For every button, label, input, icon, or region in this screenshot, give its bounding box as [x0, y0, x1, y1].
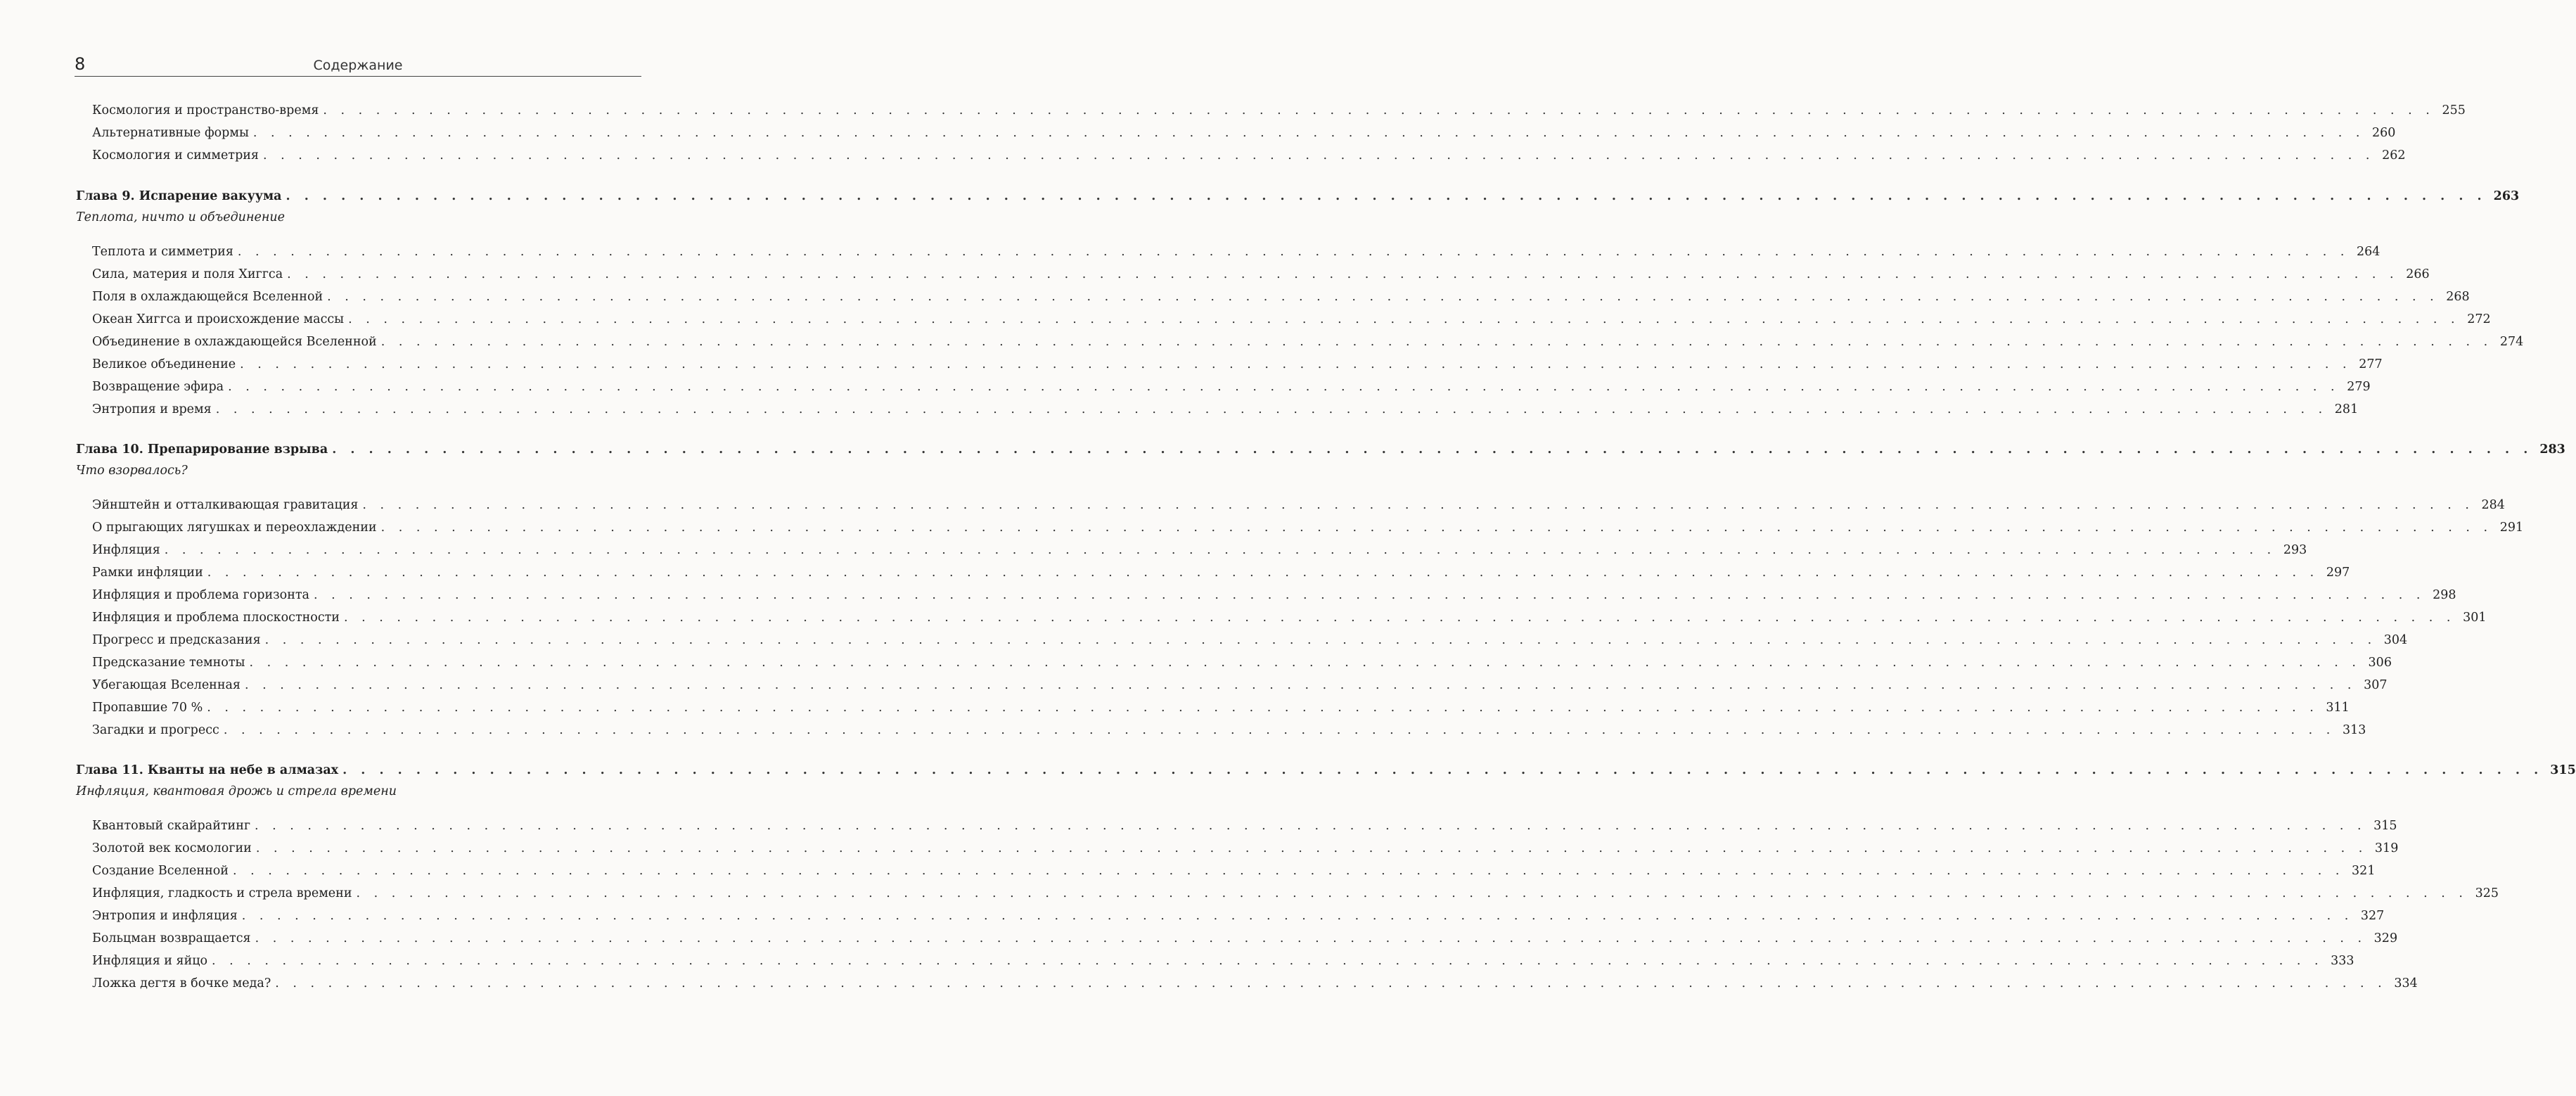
- page-reference: 315: [2550, 763, 2576, 777]
- toc-section-entry: [92, 818, 2397, 834]
- toc-section-entry: [92, 587, 2456, 603]
- chapter-subtitle: Теплота, ничто и объединение: [76, 210, 285, 224]
- dot-leader: . . . . . . . . . . . . . . . . . . . . . . . . . . . . . . . . . . . . . . . . . . . . . . . . . . . . . . . . . . . . . . . . . . . . . . . . . . . . . . . . . . . . . . . . . . . . . . . . . . . . . . . . . . . . . . . . . . . . . . . .: [362, 498, 2474, 512]
- section-title: Инфляция, гладкость и стрела времени: [92, 886, 352, 900]
- section-title: Эйнштейн и отталкивающая гравитация: [92, 498, 359, 512]
- page-reference: 293: [2283, 543, 2307, 557]
- toc-section-entry: [92, 267, 2430, 282]
- dot-leader: . . . . . . . . . . . . . . . . . . . . . . . . . . . . . . . . . . . . . . . . . . . . . . . . . . . . . . . . . . . . . . . . . . . . . . . . . . . . . . . . . . . . . . . . . . . . . . . . . . . . . . . . . . . . . . . . . . . . . . . .: [252, 126, 2365, 140]
- section-title: Создание Вселенной: [92, 864, 229, 878]
- page-reference: 291: [2499, 521, 2524, 535]
- section-title: Возвращение эфира: [92, 380, 224, 394]
- dot-leader: . . . . . . . . . . . . . . . . . . . . . . . . . . . . . . . . . . . . . . . . . . . . . . . . . . . . . . . . . . . . . . . . . . . . . . . . . . . . . . . . . . . . . . . . . . . . . . . . . . . . . . . . . . . . . . . . . . . . . . . .: [313, 588, 2426, 602]
- section-title: Больцман возвращается: [92, 931, 251, 945]
- section-title: Загадки и прогресс: [92, 723, 219, 737]
- dot-leader: . . . . . . . . . . . . . . . . . . . . . . . . . . . . . . . . . . . . . . . . . . . . . . . . . . . . . . . . . . . . . . . . . . . . . . . . . . . . . . . . . . . . . . . . . . . . . . . . . . . . . . . . . . . . . . . . . . . . . . . .: [264, 633, 2377, 647]
- page-reference: 297: [2326, 566, 2350, 580]
- toc-section-entry: [92, 863, 2376, 879]
- section-title: Квантовый скайрайтинг: [92, 819, 251, 833]
- page-number: 8: [75, 54, 86, 74]
- toc-section-entry: [92, 976, 2418, 991]
- section-title: Инфляция: [92, 543, 160, 557]
- section-title: Инфляция и яйцо: [92, 954, 208, 968]
- section-title: Объединение в охлаждающейся Вселенной: [92, 335, 377, 349]
- section-title: Инфляция и проблема горизонта: [92, 588, 309, 602]
- section-title: Прогресс и предсказания: [92, 633, 261, 647]
- toc-section-entry: [92, 125, 2396, 141]
- section-title: Великое объединение: [92, 357, 236, 371]
- toc-section-entry: [92, 931, 2398, 946]
- toc-section-entry: [92, 148, 2406, 163]
- page-reference: 319: [2374, 841, 2399, 855]
- dot-leader: . . . . . . . . . . . . . . . . . . . . . . . . . . . . . . . . . . . . . . . . . . . . . . . . . . . . . . . . . . . . . . . . . . . . . . . . . . . . . . . . . . . . . . . . . . . . . . . . . . . . . . . . . . . . . . . . . . . . . . . .: [255, 819, 2366, 833]
- page-reference: 298: [2433, 588, 2456, 602]
- dot-leader: . . . . . . . . . . . . . . . . . . . . . . . . . . . . . . . . . . . . . . . . . . . . . . . . . . . . . . . . . . . . . . . . . . . . . . . . . . . . . . . . . . . . . . . . . . . . . . . . . . . . . . . . . . . . . . . . . . . . . . . .: [249, 656, 2361, 670]
- dot-leader: . . . . . . . . . . . . . . . . . . . . . . . . . . . . . . . . . . . . . . . . . . . . . . . . . . . . . . . . . . . . . . . . . . . . . . . . . . . . . . . . . . . . . . . . . . . . . . . . . . . . . . . . . . . . . . . . . . . . . . . .: [323, 103, 2435, 117]
- section-title: Космология и симметрия: [92, 148, 259, 163]
- toc-section-entry: [92, 542, 2307, 558]
- dot-leader: . . . . . . . . . . . . . . . . . . . . . . . . . . . . . . . . . . . . . . . . . . . . . . . . . . . . . . . . . . . . . . . . . . . . . . . . . . . . . . . . . . . . . . . . . . . . . . . . . . . . . . . . . . . . . . . . . . . . . . . .: [244, 678, 2357, 692]
- page-reference: 321: [2352, 864, 2376, 878]
- section-title: Убегающая Вселенная: [92, 678, 241, 692]
- toc-section-entry: [92, 908, 2385, 924]
- dot-leader: . . . . . . . . . . . . . . . . . . . . . . . . . . . . . . . . . . . . . . . . . . . . . . . . . . . . . . . . . . . . . . . . . . . . . . . . . . . . . . . . . . . . . . . . . . . . . . . . . . . . . . . . . . . . . . . . . . . . . . . .: [240, 357, 2352, 371]
- section-title: Энтропия и инфляция: [92, 909, 238, 923]
- toc-section-entry: [92, 841, 2399, 856]
- dot-leader: . . . . . . . . . . . . . . . . . . . . . . . . . . . . . . . . . . . . . . . . . . . . . . . . . . . . . . . . . . . . . . . . . . . . . . . . . . . . . . . . . . . . . . . . . . . . . . . . . . . . . . . . . . . . . . . . . . . . . . . .: [241, 909, 2354, 923]
- section-title: Рамки инфляции: [92, 566, 203, 580]
- page-reference: 307: [2364, 678, 2388, 692]
- page-reference: 263: [2493, 189, 2520, 203]
- dot-leader: . . . . . . . . . . . . . . . . . . . . . . . . . . . . . . . . . . . . . . . . . . . . . . . . . . . . . . . . . . . . . . . . . . . . . . . . . . . . . . . . . . . . . . . . . . . . . . . . . . . . . . . . . . . . . . . . . . . . . . . .: [164, 543, 2276, 557]
- page-reference: 262: [2382, 148, 2406, 163]
- toc-section-entry: [92, 402, 2359, 417]
- dot-leader: . . . . . . . . . . . . . . . . . . . . . . . . . . . . . . . . . . . . . . . . . . . . . . . . . . . . . . . . . . . . . . . . . . . . . . . . . . . . . . . . . . . . . . . . . . . . . . . . . . . . . . . . . . . . . . . . . . . . . . . .: [286, 189, 2487, 203]
- toc-section-entry: [92, 103, 2466, 118]
- page-reference: 334: [2394, 976, 2418, 990]
- dot-leader: . . . . . . . . . . . . . . . . . . . . . . . . . . . . . . . . . . . . . . . . . . . . . . . . . . . . . . . . . . . . . . . . . . . . . . . . . . . . . . . . . . . . . . . . . . . . . . . . . . . . . . . . . . . . . . . . . . . . . . . .: [348, 312, 2460, 326]
- dot-leader: . . . . . . . . . . . . . . . . . . . . . . . . . . . . . . . . . . . . . . . . . . . . . . . . . . . . . . . . . . . . . . . . . . . . . . . . . . . . . . . . . . . . . . . . . . . . . . . . . . . . . . . . . . . . . . . . . . . . . . . .: [207, 701, 2319, 715]
- toc-section-entry: [92, 289, 2470, 305]
- page-reference: 333: [2331, 954, 2354, 968]
- dot-leader: . . . . . . . . . . . . . . . . . . . . . . . . . . . . . . . . . . . . . . . . . . . . . . . . . . . . . . . . . . . . . . . . . . . . . . . . . . . . . . . . . . . . . . . . . . . . . . . . . . . . . . . . . . . . . . . . . . . . . . . .: [380, 335, 2493, 349]
- page-reference: 304: [2383, 633, 2408, 647]
- toc-section-entry: [92, 312, 2491, 327]
- dot-leader: . . . . . . . . . . . . . . . . . . . . . . . . . . . . . . . . . . . . . . . . . . . . . . . . . . . . . . . . . . . . . . . . . . . . . . . . . . . . . . . . . . . . . . . . . . . . . . . . . . . . . . . . . . . . . . . . . . . . . . . .: [287, 267, 2399, 281]
- dot-leader: . . . . . . . . . . . . . . . . . . . . . . . . . . . . . . . . . . . . . . . . . . . . . . . . . . . . . . . . . . . . . . . . . . . . . . . . . . . . . . . . . . . . . . . . . . . . . . . . . . . . . . . . . . . . . . . . . . . . . . . .: [343, 611, 2456, 625]
- page-reference: 277: [2359, 357, 2383, 371]
- toc-section-entry: [92, 244, 2380, 260]
- dot-leader: . . . . . . . . . . . . . . . . . . . . . . . . . . . . . . . . . . . . . . . . . . . . . . . . . . . . . . . . . . . . . . . . . . . . . . . . . . . . . . . . . . . . . . . . . . . . . . . . . . . . . . . . . . . . . . . . . . . . . . . .: [332, 442, 2533, 457]
- dot-leader: . . . . . . . . . . . . . . . . . . . . . . . . . . . . . . . . . . . . . . . . . . . . . . . . . . . . . . . . . . . . . . . . . . . . . . . . . . . . . . . . . . . . . . . . . . . . . . . . . . . . . . . . . . . . . . . . . . . . . . . .: [275, 976, 2387, 990]
- section-title: Океан Хиггса и происхождение массы: [92, 312, 345, 326]
- toc-chapter-entry: [76, 189, 2520, 204]
- page-reference: 311: [2326, 701, 2350, 715]
- dot-leader: . . . . . . . . . . . . . . . . . . . . . . . . . . . . . . . . . . . . . . . . . . . . . . . . . . . . . . . . . . . . . . . . . . . . . . . . . . . . . . . . . . . . . . . . . . . . . . . . . . . . . . . . . . . . . . . . . . . . . . . .: [380, 521, 2493, 535]
- page-reference: 274: [2499, 335, 2524, 349]
- page-reference: 315: [2373, 819, 2397, 833]
- toc-section-entry: [92, 953, 2354, 969]
- page-reference: 268: [2446, 290, 2470, 304]
- dot-leader: . . . . . . . . . . . . . . . . . . . . . . . . . . . . . . . . . . . . . . . . . . . . . . . . . . . . . . . . . . . . . . . . . . . . . . . . . . . . . . . . . . . . . . . . . . . . . . . . . . . . . . . . . . . . . . . . . . . . . . . .: [212, 954, 2324, 968]
- toc-section-entry: [92, 655, 2392, 670]
- toc-section-entry: [92, 497, 2505, 513]
- page-reference: 283: [2539, 442, 2565, 457]
- dot-leader: . . . . . . . . . . . . . . . . . . . . . . . . . . . . . . . . . . . . . . . . . . . . . . . . . . . . . . . . . . . . . . . . . . . . . . . . . . . . . . . . . . . . . . . . . . . . . . . . . . . . . . . . . . . . . . . . . . . . . . . .: [327, 290, 2439, 304]
- section-title: О прыгающих лягушках и переохлаждении: [92, 521, 377, 535]
- page-reference: 325: [2475, 886, 2499, 900]
- page-reference: 284: [2481, 498, 2505, 512]
- page-header: [75, 55, 641, 77]
- section-title: Сила, материя и поля Хиггса: [92, 267, 283, 281]
- dot-leader: . . . . . . . . . . . . . . . . . . . . . . . . . . . . . . . . . . . . . . . . . . . . . . . . . . . . . . . . . . . . . . . . . . . . . . . . . . . . . . . . . . . . . . . . . . . . . . . . . . . . . . . . . . . . . . . . . . . . . . . .: [207, 566, 2319, 580]
- toc-section-entry: [92, 632, 2408, 648]
- page-reference: 327: [2360, 909, 2385, 923]
- dot-leader: . . . . . . . . . . . . . . . . . . . . . . . . . . . . . . . . . . . . . . . . . . . . . . . . . . . . . . . . . . . . . . . . . . . . . . . . . . . . . . . . . . . . . . . . . . . . . . . . . . . . . . . . . . . . . . . . . . . . . . . .: [228, 380, 2340, 394]
- toc-section-entry: [92, 334, 2524, 350]
- section-title: Ложка дегтя в бочке меда?: [92, 976, 271, 990]
- chapter-title: Глава 9. Испарение вакуума: [76, 189, 282, 203]
- toc-section-entry: [92, 520, 2524, 535]
- section-title: Поля в охлаждающейся Вселенной: [92, 290, 323, 304]
- dot-leader: . . . . . . . . . . . . . . . . . . . . . . . . . . . . . . . . . . . . . . . . . . . . . . . . . . . . . . . . . . . . . . . . . . . . . . . . . . . . . . . . . . . . . . . . . . . . . . . . . . . . . . . . . . . . . . . . . . . . . . . .: [356, 886, 2468, 900]
- toc-section-entry: [92, 700, 2350, 715]
- chapter-title: Глава 11. Кванты на небе в алмазах: [76, 763, 339, 777]
- page-reference: 266: [2406, 267, 2430, 281]
- section-title: Золотой век космологии: [92, 841, 252, 855]
- section-title: Космология и пространство-время: [92, 103, 319, 117]
- section-title: Инфляция и проблема плоскостности: [92, 611, 340, 625]
- dot-leader: . . . . . . . . . . . . . . . . . . . . . . . . . . . . . . . . . . . . . . . . . . . . . . . . . . . . . . . . . . . . . . . . . . . . . . . . . . . . . . . . . . . . . . . . . . . . . . . . . . . . . . . . . . . . . . . . . . . . . . . .: [215, 402, 2328, 416]
- page-reference: 301: [2463, 611, 2487, 625]
- dot-leader: . . . . . . . . . . . . . . . . . . . . . . . . . . . . . . . . . . . . . . . . . . . . . . . . . . . . . . . . . . . . . . . . . . . . . . . . . . . . . . . . . . . . . . . . . . . . . . . . . . . . . . . . . . . . . . . . . . . . . . . .: [237, 245, 2350, 259]
- page-reference: 281: [2334, 402, 2359, 416]
- dot-leader: . . . . . . . . . . . . . . . . . . . . . . . . . . . . . . . . . . . . . . . . . . . . . . . . . . . . . . . . . . . . . . . . . . . . . . . . . . . . . . . . . . . . . . . . . . . . . . . . . . . . . . . . . . . . . . . . . . . . . . . .: [255, 841, 2368, 855]
- section-title: Пропавшие 70 %: [92, 701, 203, 715]
- page-reference: 260: [2372, 126, 2396, 140]
- toc-section-entry: [92, 610, 2487, 625]
- toc-section-entry: [92, 722, 2366, 738]
- page-reference: 264: [2356, 245, 2380, 259]
- page-reference: 272: [2467, 312, 2491, 326]
- dot-leader: . . . . . . . . . . . . . . . . . . . . . . . . . . . . . . . . . . . . . . . . . . . . . . . . . . . . . . . . . . . . . . . . . . . . . . . . . . . . . . . . . . . . . . . . . . . . . . . . . . . . . . . . . . . . . . . . . . . . . . . .: [223, 723, 2335, 737]
- dot-leader: . . . . . . . . . . . . . . . . . . . . . . . . . . . . . . . . . . . . . . . . . . . . . . . . . . . . . . . . . . . . . . . . . . . . . . . . . . . . . . . . . . . . . . . . . . . . . . . . . . . . . . . . . . . . . . . . . . . . . . . .: [342, 763, 2544, 777]
- dot-leader: . . . . . . . . . . . . . . . . . . . . . . . . . . . . . . . . . . . . . . . . . . . . . . . . . . . . . . . . . . . . . . . . . . . . . . . . . . . . . . . . . . . . . . . . . . . . . . . . . . . . . . . . . . . . . . . . . . . . . . . .: [255, 931, 2367, 945]
- dot-leader: . . . . . . . . . . . . . . . . . . . . . . . . . . . . . . . . . . . . . . . . . . . . . . . . . . . . . . . . . . . . . . . . . . . . . . . . . . . . . . . . . . . . . . . . . . . . . . . . . . . . . . . . . . . . . . . . . . . . . . . .: [262, 148, 2375, 163]
- section-title: Альтернативные формы: [92, 126, 249, 140]
- toc-section-entry: [92, 677, 2388, 693]
- section-title: Предсказание темноты: [92, 656, 245, 670]
- page-reference: 279: [2347, 380, 2371, 394]
- page-reference: 329: [2373, 931, 2398, 945]
- toc-section-entry: [92, 565, 2350, 580]
- toc-chapter-entry: [76, 763, 2576, 778]
- toc-section-entry: [92, 379, 2371, 395]
- running-title: Содержание: [313, 58, 403, 73]
- dot-leader: . . . . . . . . . . . . . . . . . . . . . . . . . . . . . . . . . . . . . . . . . . . . . . . . . . . . . . . . . . . . . . . . . . . . . . . . . . . . . . . . . . . . . . . . . . . . . . . . . . . . . . . . . . . . . . . . . . . . . . . .: [232, 864, 2345, 878]
- toc-chapter-entry: [76, 442, 2565, 457]
- chapter-title: Глава 10. Препарирование взрыва: [76, 442, 328, 457]
- section-title: Энтропия и время: [92, 402, 212, 416]
- page-reference: 255: [2442, 103, 2466, 117]
- chapter-subtitle: Инфляция, квантовая дрожь и стрела времени: [76, 784, 397, 798]
- chapter-subtitle: Что взорвалось?: [76, 464, 188, 478]
- page-reference: 306: [2368, 656, 2392, 670]
- section-title: Теплота и симметрия: [92, 245, 233, 259]
- toc-section-entry: [92, 357, 2383, 372]
- toc-section-entry: [92, 886, 2499, 901]
- page-reference: 313: [2342, 723, 2366, 737]
